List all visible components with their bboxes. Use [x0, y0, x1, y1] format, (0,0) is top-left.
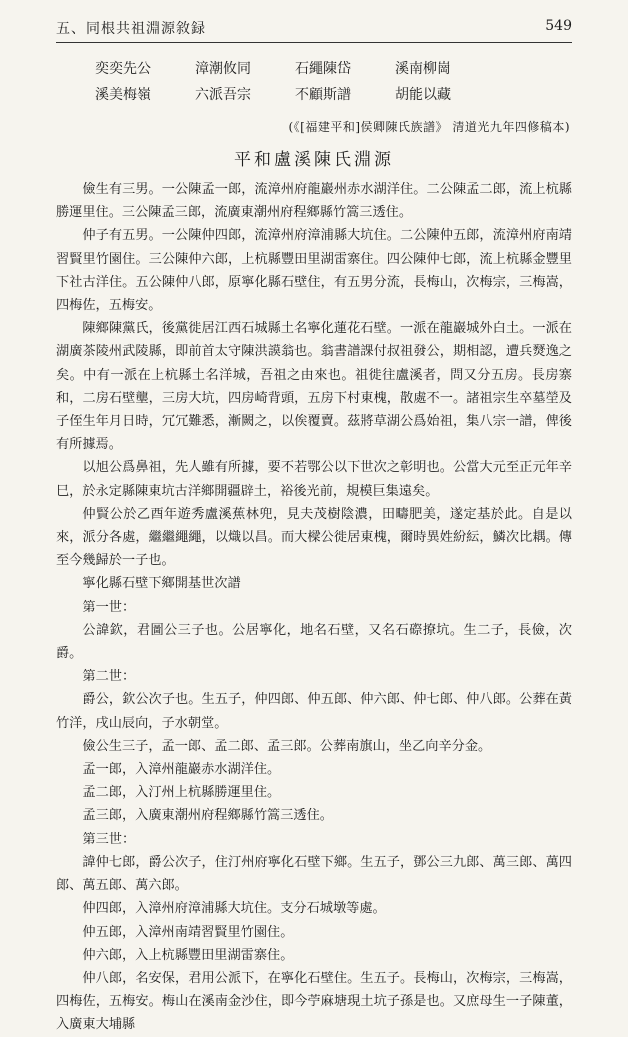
header-rule — [56, 42, 572, 43]
lineage-entry: 孟一郎，入漳州龍巖赤水湖洋住。 — [82, 762, 281, 778]
lineage-heading: 第三世： — [82, 831, 136, 847]
lineage-entry: 仲五郎，入漳州南靖習賢里竹園住。 — [82, 924, 294, 940]
section-heading: 平和盧溪陳氏淵源 — [234, 150, 394, 170]
verse-phrase: 六派吾宗 — [195, 87, 251, 103]
lineage-heading: 第一世： — [82, 599, 136, 615]
body-text — [56, 178, 572, 1037]
verse-phrase: 漳潮攸同 — [195, 61, 251, 77]
verse-phrase: 溪美梅嶺 — [95, 87, 151, 103]
lineage-entry: 孟三郎，入廣東潮州府程鄉縣竹篙三透住。 — [82, 808, 333, 824]
verse-block — [95, 56, 515, 108]
verse-phrase: 石繩陳岱 — [295, 61, 351, 77]
header-title: 五、同根共祖淵源敘録 — [56, 21, 206, 37]
verse-phrase: 胡能以藏 — [395, 87, 451, 103]
verse-phrase: 奕奕先公 — [95, 61, 151, 77]
paragraph: 仲子有五男。一公陳仲四郎，流漳州府漳浦縣大坑住。二公陳仲五郎，流漳州府南靖習賢里竹園住。三公陳仲六郎，上杭縣豐田里湖雷寨住。四公陳仲七郎，流上杭縣金豐里下社古洋住。五公陳仲八郎，原寧化縣石壁住，有五男分流，長梅山，次梅宗，三梅嵩，四梅佐，五梅安。 — [56, 228, 572, 314]
lineage-entry: 仲八郎，名安保，君用公派下，在寧化石壁住。生五子。長梅山，次梅宗，三梅嵩，四梅佐，五梅安。梅山在溪南金沙住，即今苧麻塘現土坑子孫是也。又庶母生一子陳董，入廣東大埔縣 — [56, 970, 572, 1033]
lineage-entry: 公諱欽，君圖公三子也。公居寧化，地名石壁，又名石磜撩坑。生二子，長儉，次爵。 — [56, 622, 572, 662]
lineage-entry: 孟二郎，入汀州上杭縣勝運里住。 — [82, 785, 281, 801]
paragraph: 仲賢公於乙酉年遊秀盧溪蕉林兜，見夫茂樹陰濃，田疇肥美，遂定基於此。自是以來，派分各處，繼繼繩繩，以熾以昌。而大樑公徙居東槐，爾時異姓紛紜，鱗次比耦。傳至今幾歸於一子也。 — [56, 506, 572, 569]
lineage-list — [56, 572, 572, 1036]
lineage-heading: 寧化縣石壁下鄉開基世次譜 — [82, 576, 241, 592]
verse-row — [95, 56, 515, 82]
lineage-entry: 儉公生三子，孟一郎、孟二郎、孟三郎。公葬南旗山，坐乙向辛分金。 — [82, 738, 492, 754]
lineage-entry: 仲六郎，入上杭縣豐田里湖雷寨住。 — [82, 947, 294, 963]
lineage-heading: 第二世： — [82, 669, 136, 685]
paragraph: 儉生有三男。一公陳孟一郎，流漳州府龍巖州赤水湖洋住。二公陳孟二郎，流上杭縣勝運里住。三公陳孟三郎，流廣東潮州府程鄉縣竹篙三透住。 — [56, 182, 572, 221]
page-number: 549 — [545, 18, 572, 34]
lineage-entry: 仲四郎，入漳州府漳浦縣大坑住。支分石城墩等處。 — [82, 901, 386, 917]
verse-phrase: 溪南柳崗 — [395, 61, 451, 77]
verse-row — [95, 82, 515, 108]
lineage-entry: 爵公，欽公次子也。生五子，仲四郎、仲五郎、仲六郎、仲七郎、仲八郎。公葬在黃竹洋，戌山辰向，子水朝堂。 — [56, 692, 572, 731]
paragraph: 以旭公爲鼻祖，先人雖有所據，要不若鄂公以下世次之彰明也。公當大元至正元年辛巳，於永定縣陳東坑古洋鄉開疆辟土，裕後光前，規模巨集遠矣。 — [56, 460, 572, 499]
source-citation: (《[福建平和]侯卿陳氏族譜》 清道光九年四修稿本) — [288, 120, 570, 134]
verse-phrase: 不顧斯譜 — [295, 87, 351, 103]
running-header — [56, 12, 572, 40]
paragraph: 陳鄉陳黨氏，後黨徙居江西石城縣土名寧化蓮花石壁。一派在龍巖城外白土。一派在湖廣茶陵州武陵縣，即前首太守陳洪謨翁也。翁書譜課付叔祖發公，期相認，遭兵燹逸之矣。中有一派在上杭縣土名洋城，吾祖之由來也。祖徙往盧溪者，問又分五房。長房寨和，二房石壁壟，三房大坑，四房崎背頭，五房下村東槐，散處不一。諸祖宗生卒墓塋及子侄生年月日時，冗冗難悉，漸闕之，以俟覆賣。茲將草湖公爲始祖，集八宗一譜，俾後有所據焉。 — [56, 321, 572, 453]
lineage-entry: 諱仲七郎，爵公次子，住汀州府寧化石壁下鄉。生五子，鄧公三九郎、萬三郎、萬四郎、萬五郎、萬六郎。 — [56, 854, 572, 894]
